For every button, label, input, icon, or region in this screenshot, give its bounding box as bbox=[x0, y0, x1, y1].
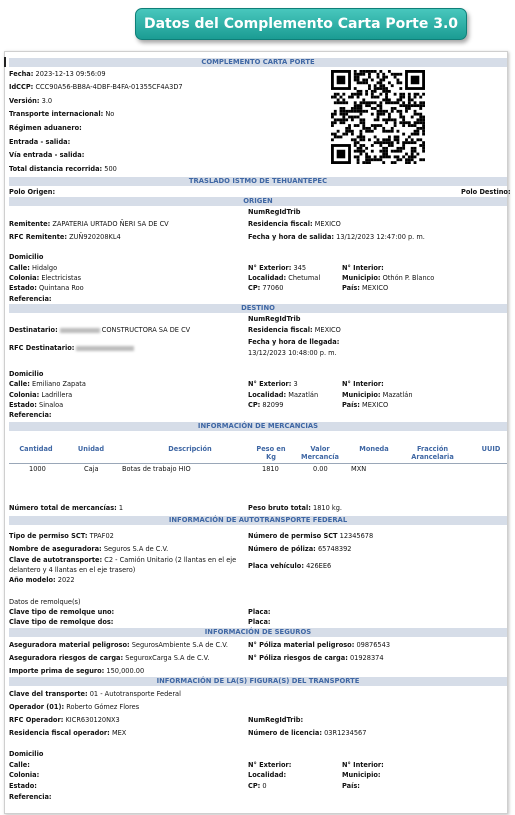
origen-municipio-row: Municipio: Othón P. Blanco bbox=[342, 274, 435, 282]
figura-cp-row: CP: 0 bbox=[248, 782, 267, 790]
figura-estado-label: Estado: bbox=[9, 782, 37, 790]
page-banner: Datos del Complemento Carta Porte 3.0 bbox=[135, 8, 467, 40]
numero-permiso-row: Número de permiso SCT 12345678 bbox=[248, 532, 374, 540]
section-origen: ORIGEN bbox=[9, 197, 507, 206]
remolque-uno-label: Clave tipo de remolque uno: bbox=[9, 608, 115, 616]
destino-residencia-row: Residencia fiscal: MEXICO bbox=[248, 326, 341, 334]
destinatario-row: Destinatario: CONSTRUCTORA SA DE CV bbox=[9, 326, 191, 334]
clave-transporte-row: Clave del transporte: 01 - Autotransporte Federal bbox=[9, 690, 181, 698]
destino-colonia-row: Colonia: Ladrillera bbox=[9, 391, 73, 399]
entrada-label: Entrada - salida: bbox=[9, 138, 71, 146]
redacted-name bbox=[60, 328, 100, 333]
rfc-remitente-row: RFC Remitente: ZUÑ920208KL4 bbox=[9, 233, 121, 241]
placa-vehiculo-row: Placa vehículo: 426EE6 bbox=[248, 562, 332, 570]
destino-referencia-label: Referencia: bbox=[9, 411, 52, 419]
aseguradora-carga-row: Aseguradora riesgos de carga: SeguroxCarga S.A de C.V. bbox=[9, 654, 210, 662]
section-complemento: COMPLEMENTO CARTA PORTE bbox=[9, 58, 507, 67]
origen-interior-label: N° Interior: bbox=[342, 264, 384, 272]
residencia-operador-row: Residencia fiscal operador: MEX bbox=[9, 729, 127, 737]
figura-municipio-label: Municipio: bbox=[342, 771, 381, 779]
section-figura: INFORMACIÓN DE LA(S) FIGURA(S) DEL TRANSPORTE bbox=[9, 677, 507, 686]
origen-exterior-row: N° Exterior: 345 bbox=[248, 264, 307, 272]
col-peso: Peso en Kg bbox=[256, 445, 286, 461]
aseguradora-row: Nombre de aseguradora: Seguros S.A de C.V. bbox=[9, 545, 169, 553]
destino-municipio-row: Municipio: Mazatlán bbox=[342, 391, 413, 399]
section-autotransporte: INFORMACIÓN DE AUTOTRANSPORTE FEDERAL bbox=[9, 516, 507, 525]
figura-colonia-label: Colonia: bbox=[9, 771, 40, 779]
figura-domicilio-label: Domicilio bbox=[9, 750, 44, 758]
regimen-label: Régimen aduanero: bbox=[9, 124, 82, 132]
origen-residencia-row: Residencia fiscal: MEXICO bbox=[248, 220, 341, 228]
section-destino: DESTINO bbox=[9, 304, 507, 313]
cell-unidad: Caja bbox=[84, 465, 99, 473]
figura-exterior-label: N° Exterior: bbox=[248, 761, 292, 769]
col-fraccion: Fracción Arancelaria bbox=[411, 445, 454, 461]
col-unidad: Unidad bbox=[77, 445, 105, 453]
destino-estado-row: Estado: Sinaloa bbox=[9, 401, 64, 409]
remitente-row: Remitente: ZAPATERIA URTADO ÑERI SA DE CV bbox=[9, 220, 169, 228]
destino-numregidtrib-label: NumRegIdTrib bbox=[248, 315, 301, 323]
origen-referencia-label: Referencia: bbox=[9, 295, 52, 303]
destino-calle-row: Calle: Emiliano Zapata bbox=[9, 380, 86, 388]
fecha-salida-row: Fecha y hora de salida: 13/12/2023 12:47:00 p. m. bbox=[248, 233, 425, 241]
table-header-divider bbox=[9, 463, 507, 464]
destino-interior-label: N° Interior: bbox=[342, 380, 384, 388]
rfc-operador-row: RFC Operador: KICR630120NX3 bbox=[9, 716, 120, 724]
col-cantidad: Cantidad bbox=[19, 445, 53, 453]
via-label: Vía entrada - salida: bbox=[9, 151, 85, 159]
redacted-rfc bbox=[76, 346, 134, 351]
transporte-internacional-row: Transporte internacional: No bbox=[9, 110, 115, 118]
total-mercancias-row: Número total de mercancías: 1 bbox=[9, 504, 124, 512]
licencia-row: Número de licencia: 03R1234567 bbox=[248, 729, 367, 737]
origen-localidad-row: Localidad: Chetumal bbox=[248, 274, 321, 282]
origen-estado-row: Estado: Quintana Roo bbox=[9, 284, 84, 292]
origen-colonia-row: Colonia: Electricistas bbox=[9, 274, 82, 282]
cell-descripcion: Botas de trabajo HIO bbox=[122, 465, 191, 473]
destino-localidad-row: Localidad: Mazatlán bbox=[248, 391, 319, 399]
distancia-row: Total distancia recorrida: 500 bbox=[9, 165, 117, 173]
tipo-permiso-row: Tipo de permiso SCT: TPAF02 bbox=[9, 532, 114, 540]
destino-domicilio-label: Domicilio bbox=[9, 370, 44, 378]
rfc-destinatario-row: RFC Destinatario: bbox=[9, 344, 136, 352]
page-marker bbox=[4, 57, 6, 67]
prima-seguro-row: Importe prima de seguro: 150,000.00 bbox=[9, 667, 145, 675]
fecha-llegada-value: 13/12/2023 10:48:00 p. m. bbox=[248, 349, 337, 357]
poliza-peligroso-row: N° Póliza material peligroso: 09876543 bbox=[248, 641, 391, 649]
figura-numregidtrib-label: NumRegIdTrib: bbox=[248, 716, 304, 724]
cell-moneda: MXN bbox=[351, 465, 367, 473]
placa-uno-label: Placa: bbox=[248, 608, 271, 616]
origen-pais-row: País: MEXICO bbox=[342, 284, 389, 292]
figura-calle-label: Calle: bbox=[9, 761, 30, 769]
figura-referencia-label: Referencia: bbox=[9, 793, 52, 801]
origen-cp-row: CP: 77060 bbox=[248, 284, 284, 292]
cell-cantidad: 1000 bbox=[29, 465, 46, 473]
anio-modelo-row: Año modelo: 2022 bbox=[9, 576, 75, 584]
qr-code-icon bbox=[331, 70, 425, 164]
col-descripcion: Descripción bbox=[168, 445, 212, 453]
fecha-llegada-label: Fecha y hora de llegada: bbox=[248, 338, 340, 346]
poliza-carga-row: N° Póliza riesgos de carga: 01928374 bbox=[248, 654, 384, 662]
figura-pais-label: País: bbox=[342, 782, 360, 790]
col-valor: Valor Mercancía bbox=[301, 445, 339, 461]
peso-bruto-row: Peso bruto total: 1810 kg. bbox=[248, 504, 342, 512]
col-moneda: Moneda bbox=[359, 445, 389, 453]
fecha-row: Fecha: 2023-12-13 09:56:09 bbox=[9, 70, 106, 78]
polo-destino-label: Polo Destino: bbox=[461, 188, 511, 196]
remolque-dos-label: Clave tipo de remolque dos: bbox=[9, 618, 114, 626]
placa-dos-label: Placa: bbox=[248, 618, 271, 626]
figura-localidad-label: Localidad: bbox=[248, 771, 287, 779]
destino-pais-row: País: MEXICO bbox=[342, 401, 389, 409]
poliza-row: Número de póliza: 65748392 bbox=[248, 545, 352, 553]
section-istmo: TRASLADO ISTMO DE TEHUANTEPEC bbox=[9, 177, 507, 186]
idccp-row: IdCCP: CCC90A56-BB8A-4DBF-B4FA-01355CF4A3D7 bbox=[9, 83, 183, 91]
section-seguros: INFORMACIÓN DE SEGUROS bbox=[9, 628, 507, 637]
origen-calle-row: Calle: Hidalgo bbox=[9, 264, 58, 272]
cell-peso: 1810 bbox=[262, 465, 279, 473]
operador-row: Operador (01): Roberto Gómez Flores bbox=[9, 703, 140, 711]
destino-exterior-row: N° Exterior: 3 bbox=[248, 380, 298, 388]
aseguradora-peligroso-row: Aseguradora material peligroso: SegurosAmbiente S.A de C.V. bbox=[9, 641, 228, 649]
clave-autotransporte-row: Clave de autotransporte: C2 - Camión Unitario (2 llantas en el eje delantero y 4 llantas en el eje trasero) bbox=[9, 556, 237, 574]
remolques-label: Datos de remolque(s) bbox=[9, 598, 81, 606]
origen-domicilio-label: Domicilio bbox=[9, 253, 44, 261]
figura-interior-label: N° Interior: bbox=[342, 761, 384, 769]
section-mercancias: INFORMACIÓN DE MERCANCIAS bbox=[9, 422, 507, 431]
origen-numregidtrib-label: NumRegIdTrib bbox=[248, 208, 301, 216]
version-row: Versión: 3.0 bbox=[9, 97, 53, 105]
polo-origen-label: Polo Origen: bbox=[9, 188, 56, 196]
cell-valor: 0.00 bbox=[313, 465, 328, 473]
col-uuid: UUID bbox=[481, 445, 501, 453]
destino-cp-row: CP: 82099 bbox=[248, 401, 284, 409]
